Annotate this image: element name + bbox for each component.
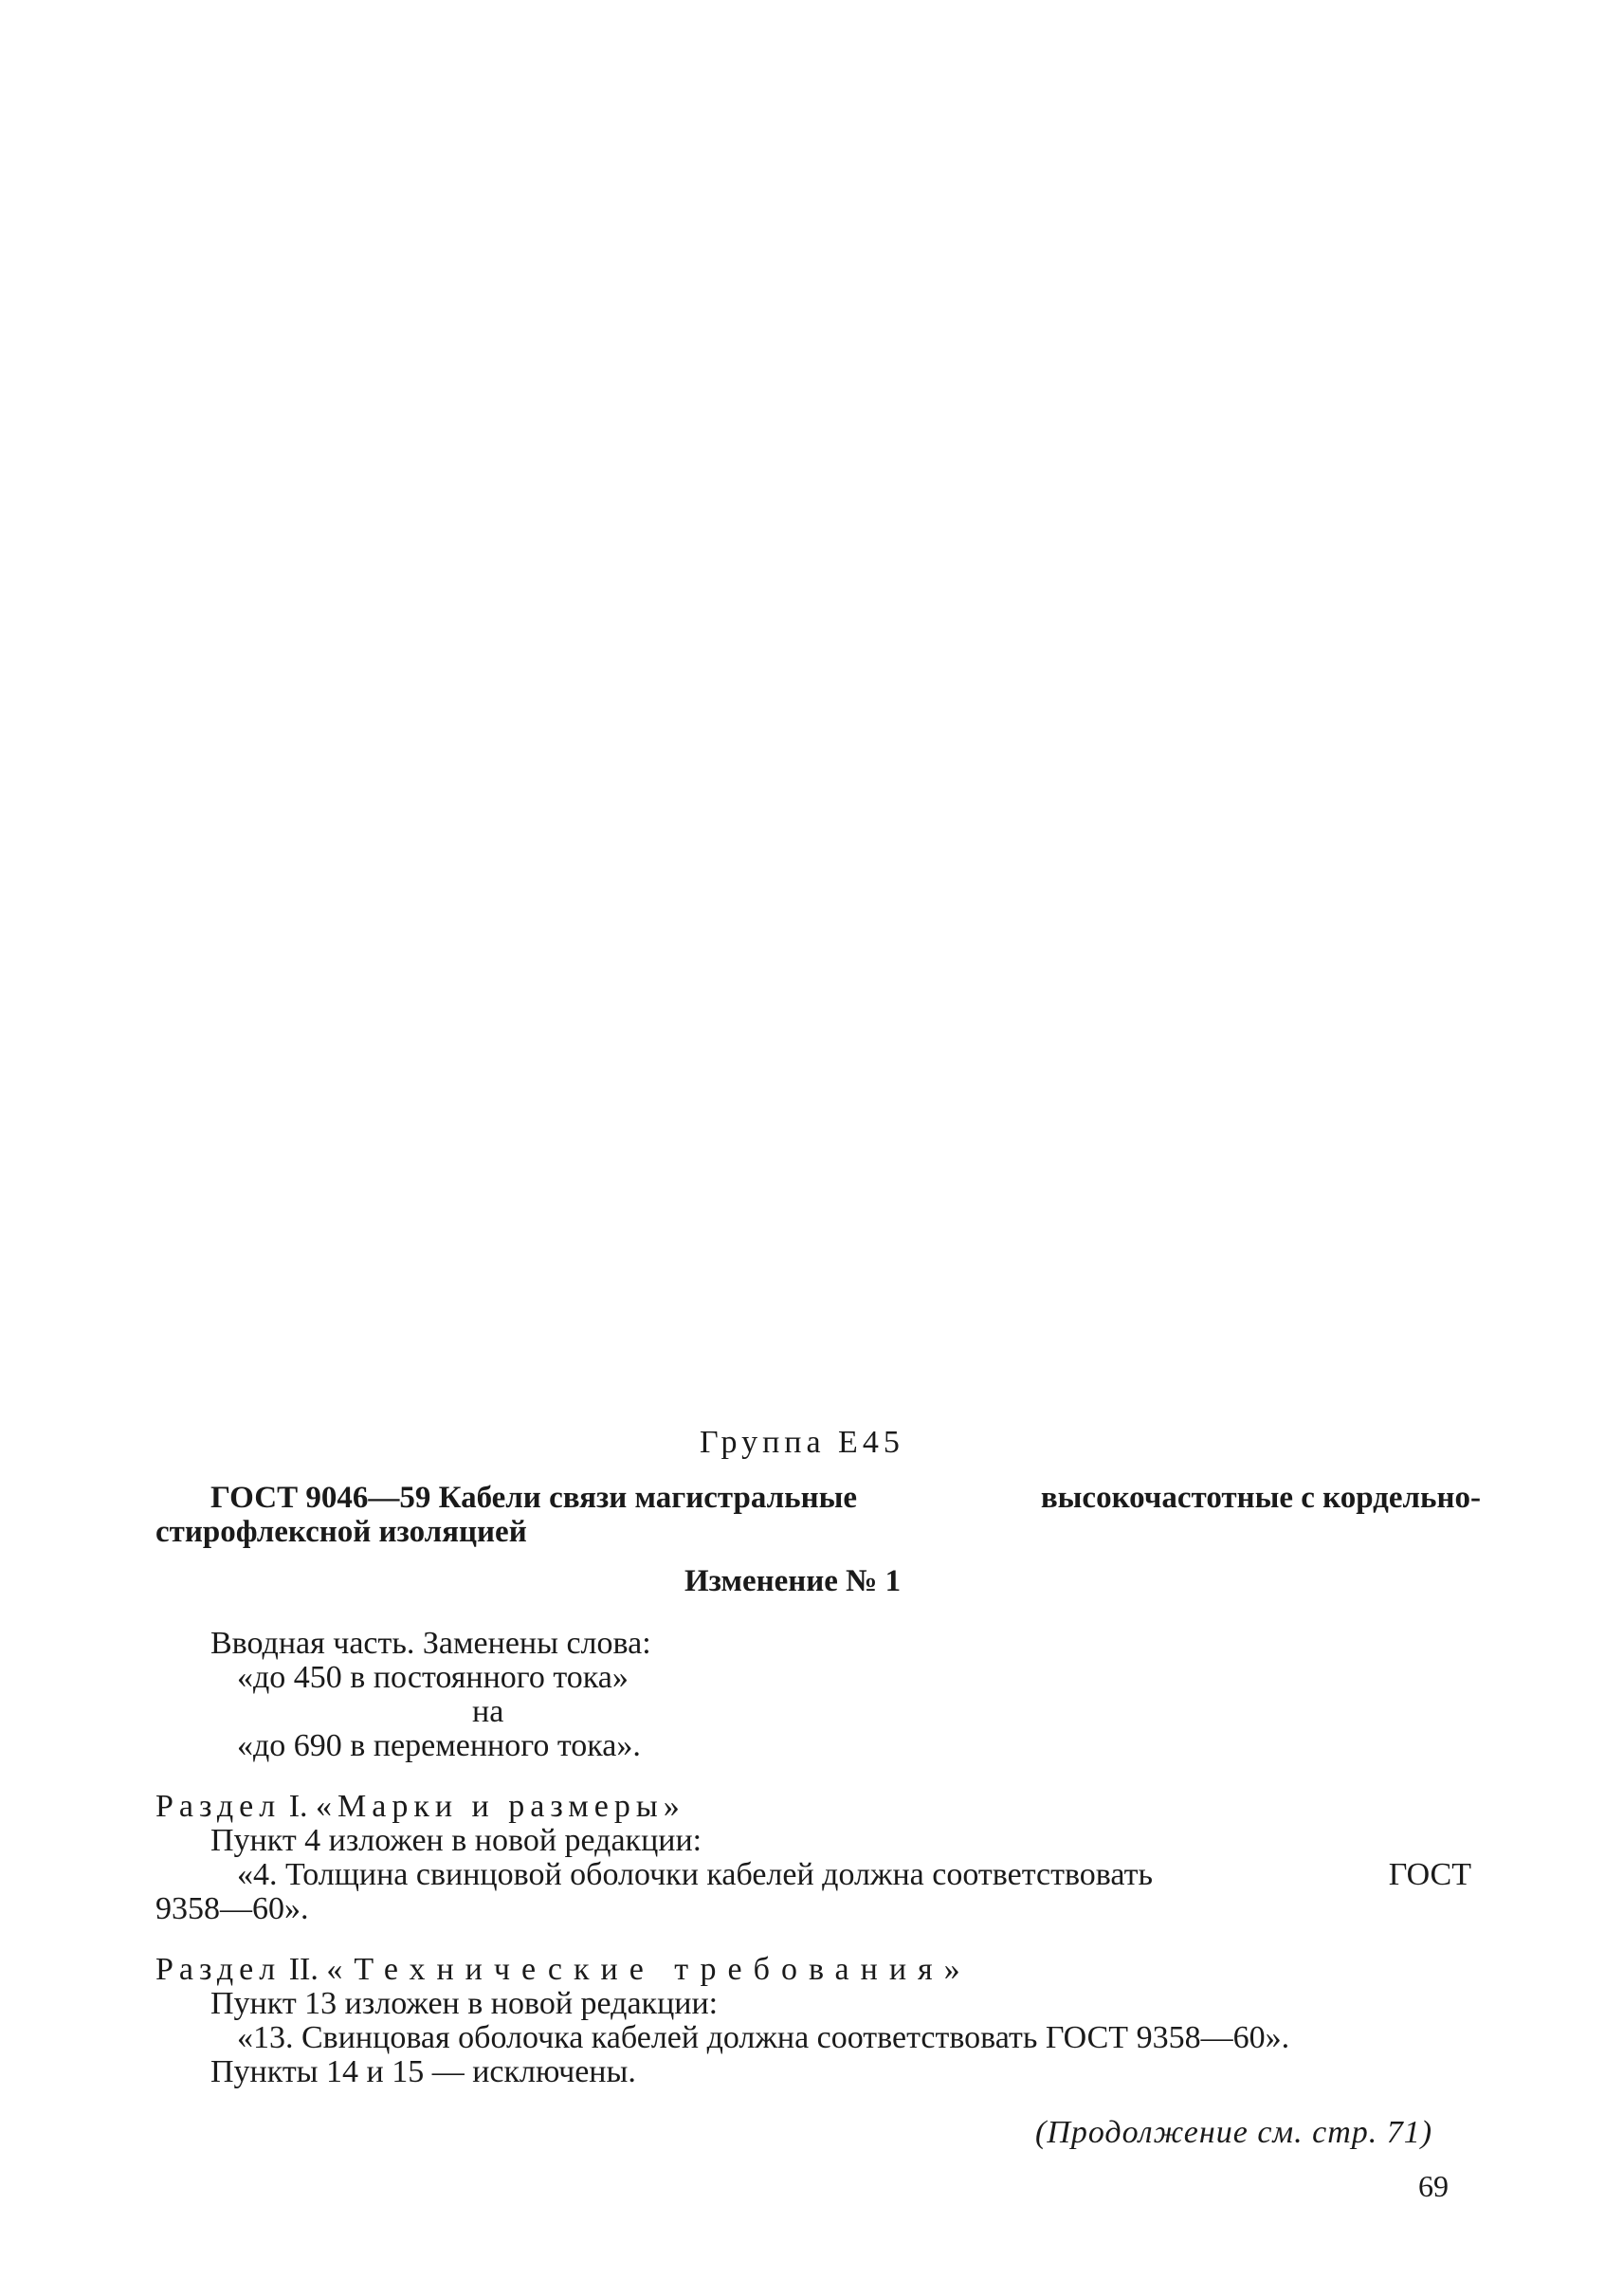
section-2-word: Раздел	[155, 1952, 282, 1987]
section-1-title: «Марки и размеры»	[316, 1789, 685, 1824]
section-1-line-2-text: «4. Толщина свинцовой оболочки кабелей должна соответствовать	[237, 1857, 1153, 1892]
section-1-number: I.	[288, 1789, 308, 1824]
section-1-line-1: Пункт 4 изложен в новой редакции:	[210, 1823, 702, 1858]
intro-line-4: «до 690 в переменного тока».	[237, 1728, 641, 1763]
section-2-title: «Технические требования»	[326, 1952, 972, 1987]
document-title-part-1: ГОСТ 9046—59 Кабели связи магистральные	[210, 1481, 858, 1515]
document-title-part-2: высокочастотные с кордельно-	[1040, 1481, 1481, 1515]
section-2-heading	[155, 1951, 972, 1989]
section-2-line-1: Пункт 13 изложен в новой редакции:	[210, 1986, 719, 2021]
section-1-line-2	[237, 1856, 1471, 1894]
section-1-word: Раздел	[155, 1789, 282, 1824]
continuation-note: (Продолжение см. стр. 71)	[1035, 2115, 1433, 2150]
section-1-line-2-gost: ГОСТ	[1388, 1857, 1471, 1892]
document-title-line-1	[210, 1479, 1481, 1517]
intro-line-3: на	[472, 1694, 504, 1729]
intro-line-1: Вводная часть. Заменены слова:	[210, 1626, 651, 1661]
section-2-line-3: Пункты 14 и 15 — исключены.	[210, 2054, 636, 2089]
section-2-number: II.	[288, 1952, 319, 1987]
section-2-line-2: «13. Свинцовая оболочка кабелей должна соответствовать ГОСТ 9358—60».	[237, 2020, 1290, 2055]
intro-line-2: «до 450 в постоянного тока»	[237, 1660, 629, 1695]
page-number: 69	[1418, 2169, 1449, 2203]
group-label: Группа Е45	[700, 1425, 904, 1460]
section-1-line-3: 9358—60».	[155, 1891, 309, 1926]
amendment-heading: Изменение № 1	[684, 1564, 902, 1598]
document-title-line-2: стирофлексной изоляцией	[155, 1515, 527, 1549]
section-1-heading	[155, 1788, 685, 1826]
